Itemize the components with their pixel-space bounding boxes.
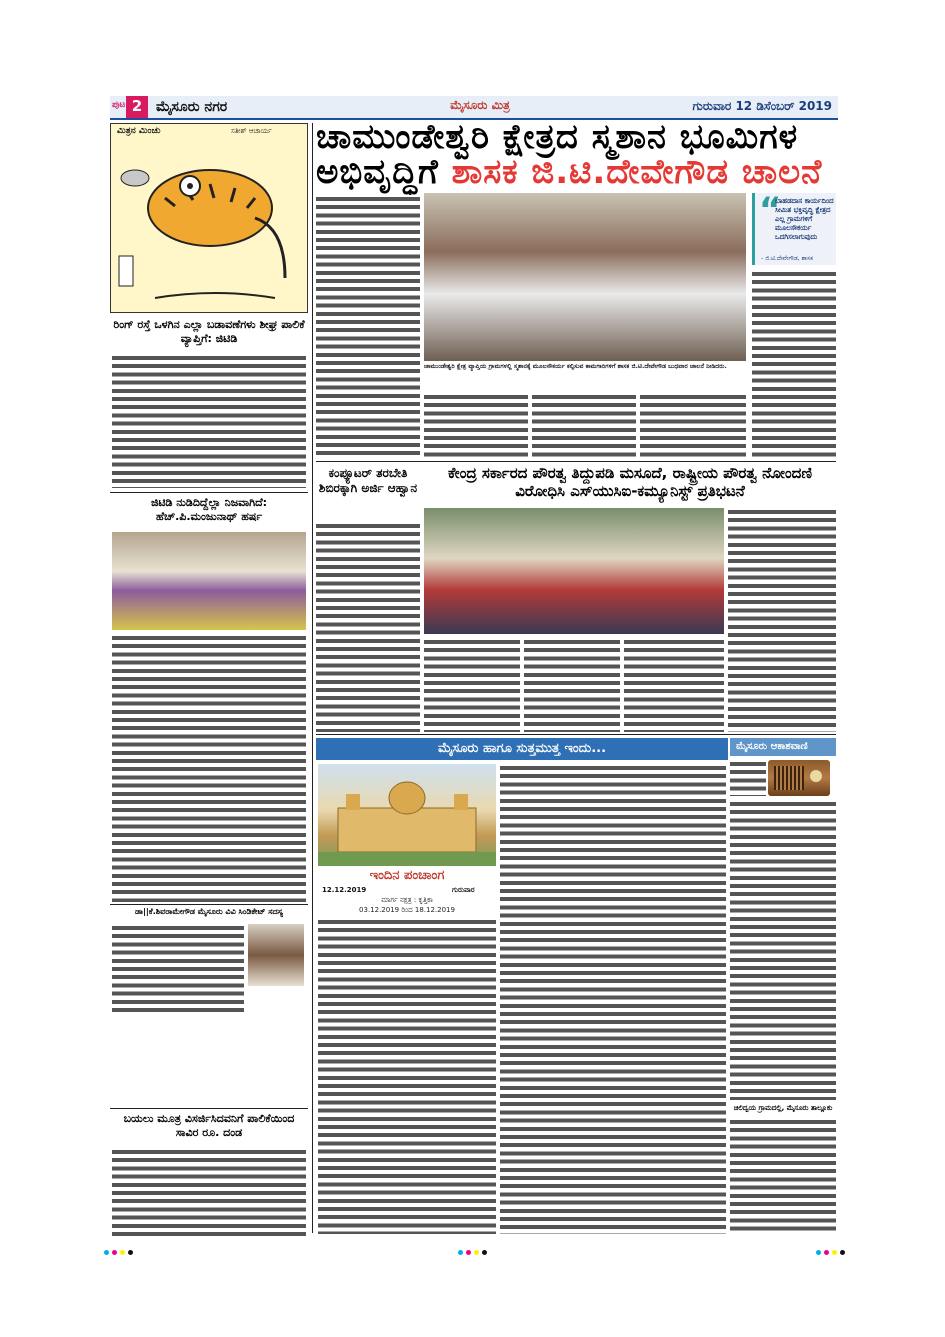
story-body [112, 1148, 306, 1238]
section-title: ಮೈಸೂರು ನಗರ [156, 99, 228, 115]
portrait-photo [248, 924, 304, 986]
pull-quote [752, 190, 836, 265]
registration-dot [832, 1250, 837, 1255]
lead-body-col2 [424, 393, 528, 459]
meeting-photo [112, 532, 306, 630]
lead-body-col3b [640, 393, 746, 459]
cartoon-title: ಮಿತ್ರನ ಮಿಂಚು [117, 126, 161, 136]
cartoon-box [110, 123, 308, 313]
story-body [112, 354, 306, 488]
radio-dial [810, 770, 822, 782]
registration-dot [104, 1250, 109, 1255]
story-body [112, 924, 244, 1014]
story-headline: ಜಿಟಿಡಿ ನುಡಿದಿದ್ದೆಲ್ಲಾ ನಿಜವಾಗಿದೆ: ಹೆಚ್.ಪಿ.ಮಂಜುನಾಥ್ ಹರ್ಷ [150, 496, 268, 523]
events-list [318, 918, 496, 1234]
story-headline: ಚಿಲಿದ್ವಯ ಗ್ರಾಮದಲ್ಲಿ, ಮೈಸೂರು ತಾಲ್ಲೂಕು [733, 1104, 833, 1112]
divider [316, 734, 836, 735]
radio-band: ಮೈಸೂರು ಆಕಾಶವಾಣಿ [730, 738, 836, 756]
lead-body-col3 [532, 393, 636, 459]
divider [316, 461, 836, 462]
story-headline: ರಿಂಗ್ ರಸ್ತೆ ಒಳಗಿನ ಎಲ್ಲಾ ಬಡಾವಣೆಗಳು ಶೀಘ್ರ ಪಾಲಿಕೆ ವ್ಯಾಪ್ತಿಗೆ: ಜಿಟಿಡಿ [113, 318, 305, 345]
story-headline: ಬಯಲು ಮೂತ್ರ ವಿಸರ್ಜಿಸಿದವನಿಗೆ ಪಾಲಿಕೆಯಿಂದ ಸಾವಿರ ರೂ. ದಂಡ [123, 1112, 295, 1139]
lead-photo [424, 193, 746, 361]
radio-schedule [730, 800, 836, 1100]
story-body [730, 1118, 836, 1234]
radio-speaker-grille [774, 766, 804, 790]
lead-headline-black: ಅಭಿವೃದ್ಧಿಗೆ [316, 152, 439, 192]
cartoon-artist: ಸತೀಶ್ ಆಚಾರ್ಯ [231, 127, 272, 135]
panchanga-title: ಇಂದಿನ ಪಂಚಾಂಗ [369, 868, 445, 883]
panchanga-nakshatra: ಮಾರ್ಗ ನಕ್ಷತ್ರ : ಕೃತ್ತಿಕಾ [381, 896, 433, 904]
story-body [424, 638, 520, 732]
quote-text: ಬಾಹಡದಾಸ ಕಾರ್ಯದಿಂದ ಸೀಮಿತ ಭಕ್ತಿವೃದ್ಧಿ ಕ್ಷೇತ್ರದ ಎಲ್ಲ ಗ್ರಾಮಗಳಿಗೆ ಮೂಲಸೌಕರ್ಯ ಒದಗಿಸಲಾಗುವುದು [775, 197, 834, 241]
registration-dot [840, 1250, 845, 1255]
story-headline: ಕಂಪ್ಯೂಟರ್ ತರಬೇತಿ ಶಿಬಿರಕ್ಕಾಗಿ ಅರ್ಜಿ ಆಹ್ವಾನ [318, 466, 418, 495]
registration-dot [824, 1250, 829, 1255]
story-body [112, 634, 306, 902]
panchanga-date: 12.12.2019 [322, 886, 367, 894]
story-body [316, 522, 420, 732]
lead-headline-line2 [316, 152, 836, 192]
protest-headline: ಕೇಂದ್ರ ಸರ್ಕಾರದ ಪೌರತ್ವ ತಿದ್ದುಪಡಿ ಮಸೂದೆ, ರಾಷ್ಟ್ರೀಯ ಪೌರತ್ವ ನೋಂದಣಿ ವಿರೋಧಿಸಿ ಎಸ್‌ಯುಸಿಐ-ಕಮ್ಯೂನಿಸ್ಟ್ ಪ್ರತಿಭಟನೆ [448, 464, 812, 500]
page-number: 2 [126, 96, 148, 118]
tiger-cartoon-illustration [115, 138, 305, 310]
story-body [624, 638, 724, 732]
lead-photo-caption: ಚಾಮುಂಡೇಶ್ವರಿ ಕ್ಷೇತ್ರ ವ್ಯಾಪ್ತಿಯ ಗ್ರಾಮಗಳಲ್ಲಿ ಸ್ಮಶಾನಕ್ಕೆ ಮೂಲಸೌಕರ್ಯ ಕಲ್ಪಿಸುವ ಕಾಮಗಾರಿಗಳಿಗೆ ಶಾಸಕ ಜಿ.ಟಿ.ದೇವೇಗೌಡ ಬುಧವಾರ ಚಾಲನೆ ನೀಡಿದರು. [424, 363, 727, 370]
story-body [728, 508, 836, 732]
page-label: ಪುಟ [112, 100, 126, 110]
registration-dot [482, 1250, 487, 1255]
story-body [524, 638, 620, 732]
story-headline: ಡಾ||ಕೆ.ಶಿವರಾಮೇಗೌಡ ಮೈಸೂರು ವಿವಿ ಸಿಂಡಿಕೇಟ್ ಸದಸ್ಯ [135, 907, 283, 916]
protest-photo [424, 508, 724, 634]
registration-dot [466, 1250, 471, 1255]
panchanga-range: 03.12.2019 ರಿಂದ 18.12.2019 [359, 906, 455, 914]
panchanga-day: ಗುರುವಾರ [452, 886, 475, 894]
lead-headline-line1: ಚಾಮುಂಡೇಶ್ವರಿ ಕ್ಷೇತ್ರದ ಸ್ಮಶಾನ ಭೂಮಿಗಳ [316, 117, 799, 157]
lead-headline-red: ಶಾಸಕ ಜಿ.ಟಿ.ದೇವೇಗೌಡ ಚಾಲನೆ [451, 152, 823, 192]
mysore-palace-image [318, 764, 496, 866]
registration-dot [112, 1250, 117, 1255]
lead-body-col4 [752, 270, 836, 460]
lead-body-col1 [316, 195, 420, 455]
masthead: ಮೈಸೂರು ಮಿತ್ರ [450, 98, 510, 112]
events-list [500, 764, 726, 1234]
registration-dot [816, 1250, 821, 1255]
registration-dot [128, 1250, 133, 1255]
registration-dot [458, 1250, 463, 1255]
events-band: ಮೈಸೂರು ಹಾಗೂ ಸುತ್ತಮುತ್ತ ಇಂದು... [316, 738, 728, 760]
divider [110, 492, 308, 493]
registration-dot [120, 1250, 125, 1255]
radio-icon [768, 760, 830, 796]
quote-icon: “ [759, 190, 782, 230]
palace-icon [318, 764, 496, 866]
radio-schedule [730, 760, 766, 796]
divider [110, 1108, 308, 1109]
quote-author: - ಜಿ.ಟಿ.ದೇವೇಗೌಡ, ಶಾಸಕ [761, 255, 813, 262]
issue-date: ಗುರುವಾರ 12 ಡಿಸೆಂಬರ್ 2019 [692, 99, 832, 113]
column-rule [312, 123, 313, 1233]
registration-dot [474, 1250, 479, 1255]
divider [110, 904, 308, 905]
